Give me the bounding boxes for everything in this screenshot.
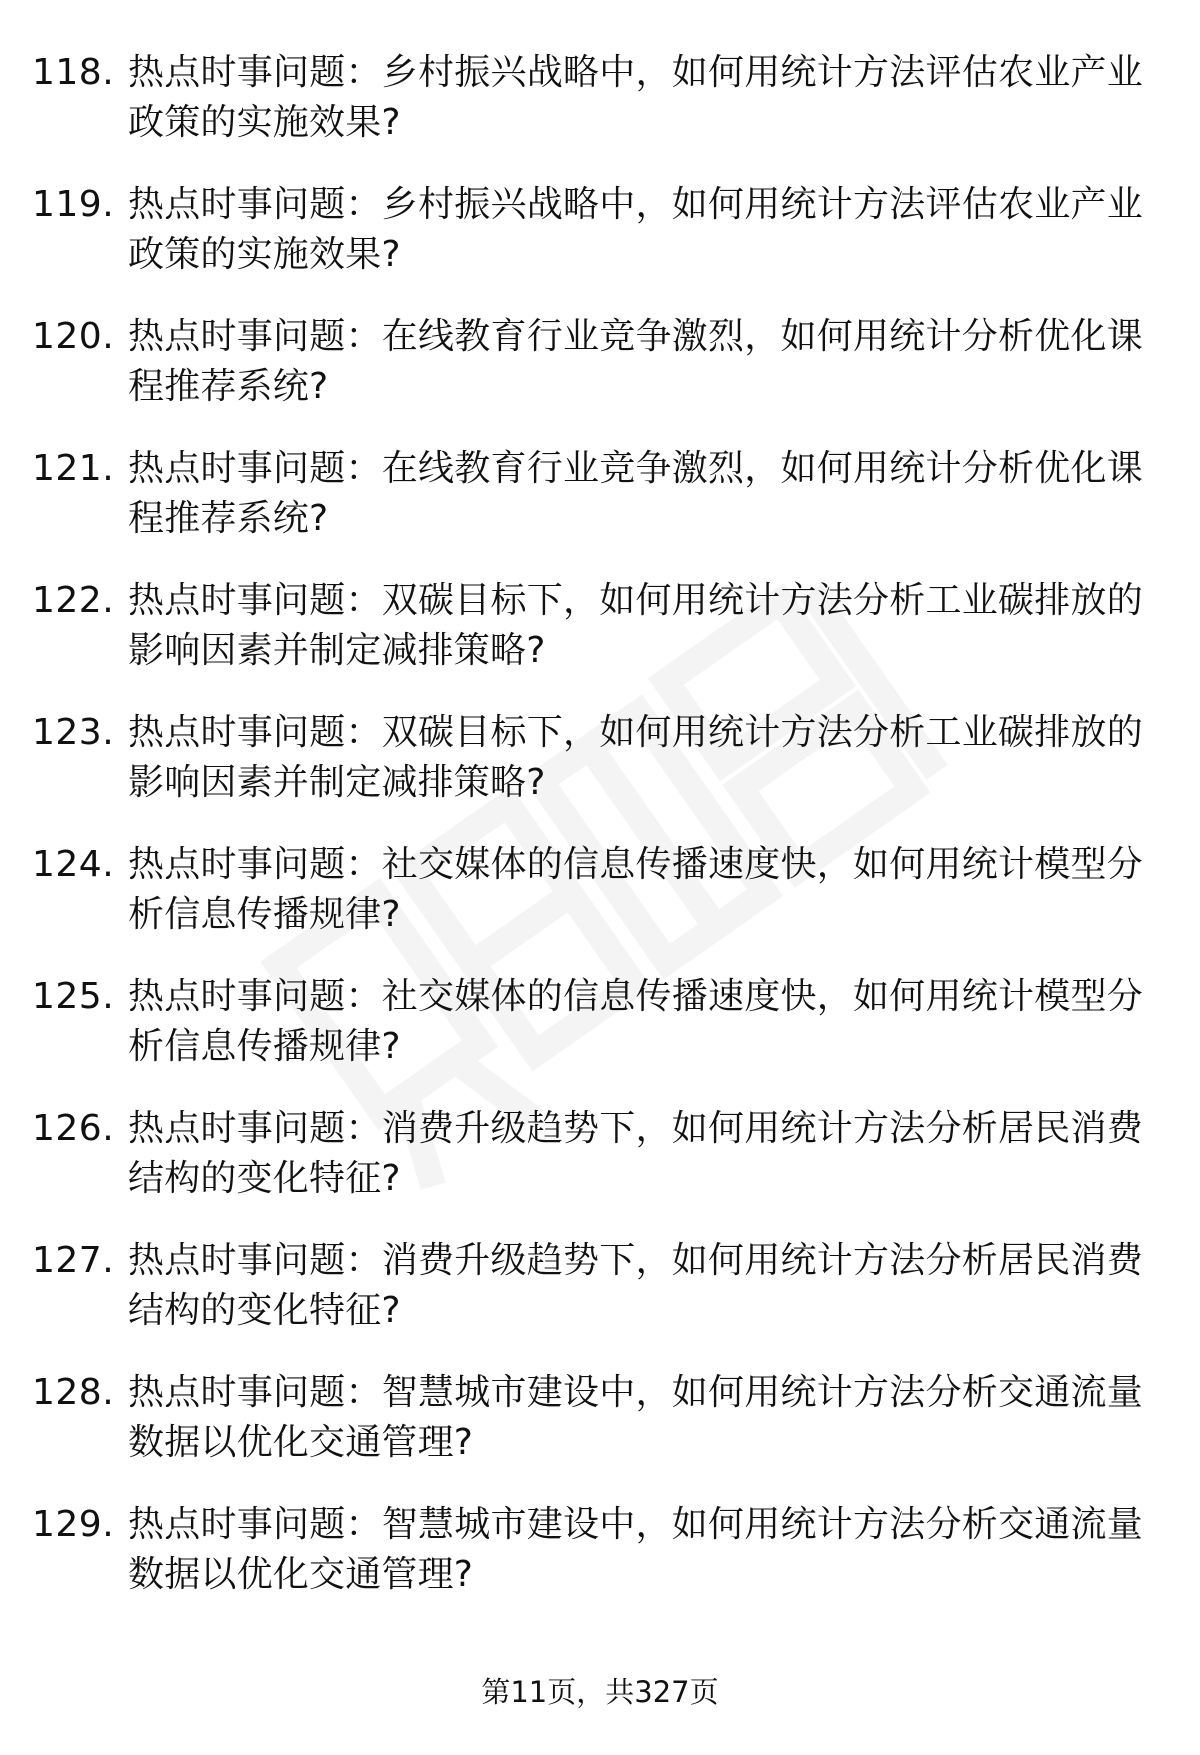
list-item	[0, 1236, 1200, 1368]
question-number: 126.	[32, 1108, 115, 1149]
question-number: 119.	[32, 184, 115, 225]
list-item	[0, 840, 1200, 972]
list-item	[0, 972, 1200, 1104]
question-number: 123.	[32, 712, 115, 753]
question-number: 129.	[32, 1504, 115, 1545]
list-item	[0, 708, 1200, 840]
question-text: 热点时事问题：消费升级趋势下，如何用统计方法分析居民消费结构的变化特征?	[128, 1108, 1143, 1199]
question-text: 热点时事问题：社交媒体的信息传播速度快，如何用统计模型分析信息传播规律?	[128, 976, 1143, 1067]
question-number: 124.	[32, 844, 115, 885]
page-number-label: 第11页，共327页	[481, 1675, 719, 1709]
list-item	[0, 576, 1200, 708]
question-text: 热点时事问题：乡村振兴战略中，如何用统计方法评估农业产业政策的实施效果?	[128, 52, 1143, 143]
question-text: 热点时事问题：智慧城市建设中，如何用统计方法分析交通流量数据以优化交通管理?	[128, 1504, 1143, 1595]
question-number: 125.	[32, 976, 115, 1017]
question-number: 120.	[32, 316, 115, 357]
question-text: 热点时事问题：在线教育行业竞争激烈，如何用统计分析优化课程推荐系统?	[128, 316, 1143, 407]
question-number: 128.	[32, 1372, 115, 1413]
question-number: 127.	[32, 1240, 115, 1281]
question-text: 热点时事问题：双碳目标下，如何用统计方法分析工业碳排放的影响因素并制定减排策略?	[128, 712, 1143, 803]
list-item	[0, 312, 1200, 444]
question-text: 热点时事问题：社交媒体的信息传播速度快，如何用统计模型分析信息传播规律?	[128, 844, 1143, 935]
question-number: 118.	[32, 52, 115, 93]
question-list	[0, 48, 1200, 1632]
list-item	[0, 48, 1200, 180]
question-number: 122.	[32, 580, 115, 621]
question-text: 热点时事问题：消费升级趋势下，如何用统计方法分析居民消费结构的变化特征?	[128, 1240, 1143, 1331]
list-item	[0, 1104, 1200, 1236]
question-text: 热点时事问题：智慧城市建设中，如何用统计方法分析交通流量数据以优化交通管理?	[128, 1372, 1143, 1463]
list-item	[0, 180, 1200, 312]
question-number: 121.	[32, 448, 115, 489]
list-item	[0, 1500, 1200, 1632]
page-footer	[0, 1672, 1200, 1712]
question-text: 热点时事问题：乡村振兴战略中，如何用统计方法评估农业产业政策的实施效果?	[128, 184, 1143, 275]
list-item	[0, 444, 1200, 576]
question-text: 热点时事问题：在线教育行业竞争激烈，如何用统计分析优化课程推荐系统?	[128, 448, 1143, 539]
question-text: 热点时事问题：双碳目标下，如何用统计方法分析工业碳排放的影响因素并制定减排策略?	[128, 580, 1143, 671]
list-item	[0, 1368, 1200, 1500]
